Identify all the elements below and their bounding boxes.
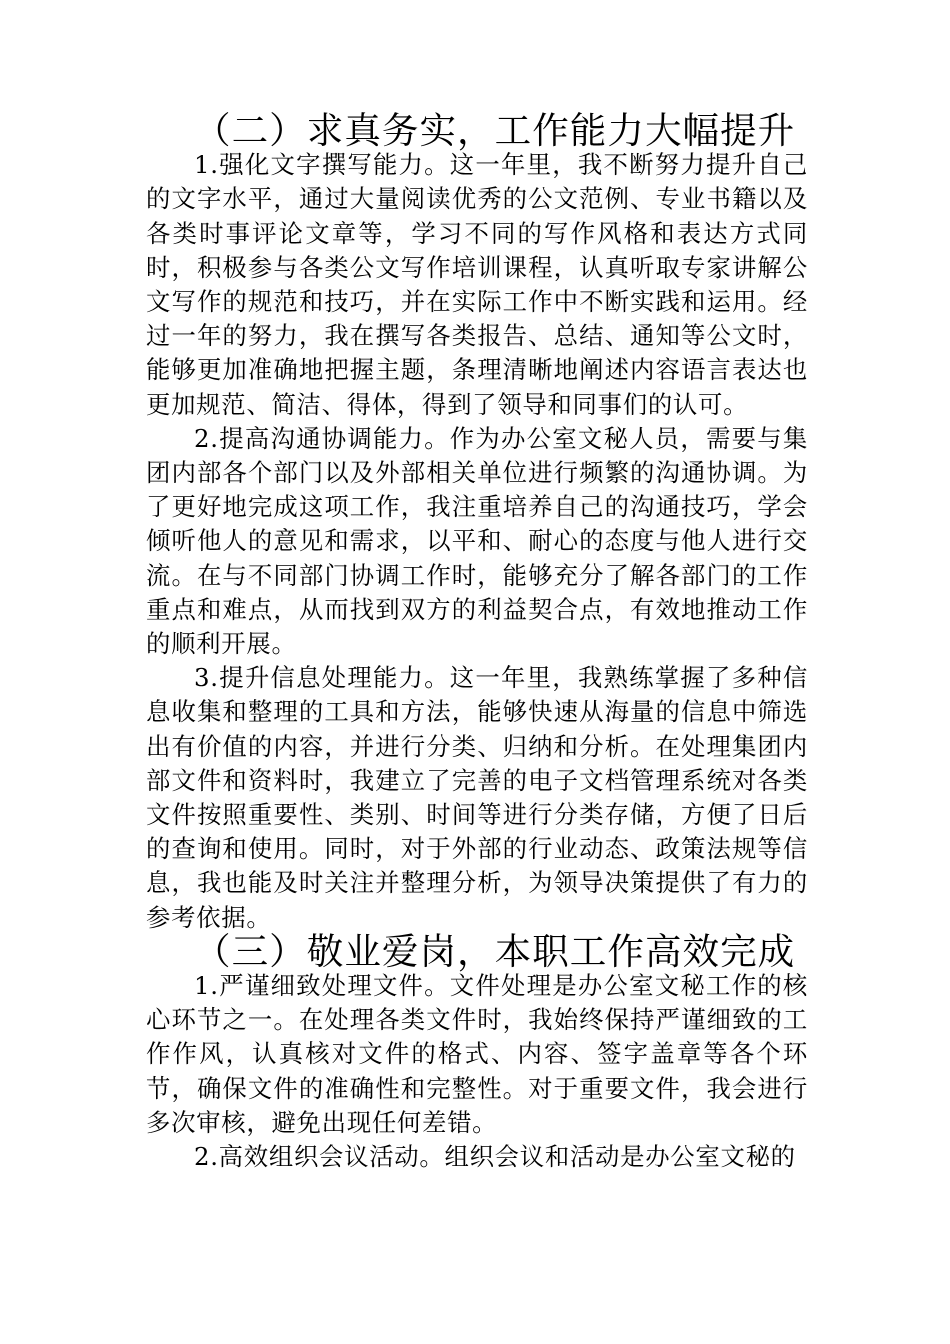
paragraph-document-handling: 1.严谨细致处理文件。文件处理是办公室文秘工作的核心环节之一。在处理各类文件时，我始终保持严谨细致的工作作风，认真核对文件的格式、内容、签字盖章等各个环节，确保文件的准确性和完整性。对于重要文件，我会进行多次审核，避免出现任何差错。: [146, 971, 808, 1137]
document-page: [146, 109, 808, 1174]
paragraph-communication-ability: 2.提高沟通协调能力。作为办公室文秘人员，需要与集团内部各个部门以及外部相关单位进行频繁的沟通协调。为了更好地完成这项工作，我注重培养自己的沟通技巧，学会倾听他人的意见和需求，以平和、耐心的态度与他人进行交流。在与不同部门协调工作时，能够充分了解各部门的工作重点和难点，从而找到双方的利益契合点，有效地推动工作的顺利开展。: [146, 423, 808, 659]
paragraph-writing-ability: 1.强化文字撰写能力。这一年里，我不断努力提升自己的文字水平，通过大量阅读优秀的公文范例、专业书籍以及各类时事评论文章等，学习不同的写作风格和表达方式同时，积极参与各类公文写作培训课程，认真听取专家讲解公文写作的规范和技巧，并在实际工作中不断实践和运用。经过一年的努力，我在撰写各类报告、总结、通知等公文时，能够更加准确地把握主题，条理清晰地阐述内容语言表达也更加规范、简洁、得体，得到了领导和同事们的认可。: [146, 150, 808, 419]
section-heading-2: （二）求真务实，工作能力大幅提升: [194, 109, 796, 152]
paragraph-meeting-organization: 2.高效组织会议活动。组织会议和活动是办公室文秘的: [194, 1142, 796, 1172]
paragraph-information-processing: 3.提升信息处理能力。这一年里，我熟练掌握了多种信息收集和整理的工具和方法，能够快速从海量的信息中筛选出有价值的内容，并进行分类、归纳和分析。在处理集团内部文件和资料时，我建立了完善的电子文档管理系统对各类文件按照重要性、类别、时间等进行分类存储，方便了日后的查询和使用。同时，对于外部的行业动态、政策法规等信息，我也能及时关注并整理分析，为领导决策提供了有力的参考依据。: [146, 663, 808, 932]
section-heading-3: （三）敬业爱岗，本职工作高效完成: [194, 929, 796, 973]
